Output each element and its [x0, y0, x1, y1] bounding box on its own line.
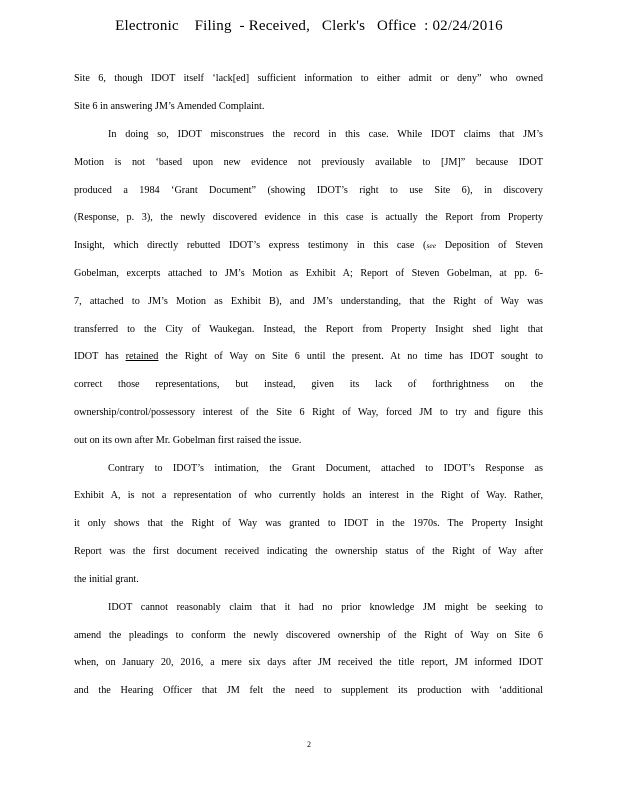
- text-line: Report was the first document received indicating the ownership status of the Right of Way after: [74, 546, 543, 557]
- text-line: transferred to the City of Waukegan. Instead, the Report from Property Insight shed light that: [74, 324, 543, 335]
- text-line: Site 6, though IDOT itself ‘lack[ed] sufficient information to either admit or deny” who owned: [74, 73, 543, 84]
- see-signal-italic: see: [426, 241, 437, 250]
- text-line: amend the pleadings to conform the newly discovered ownership of the Right of Way on Site 6: [74, 630, 543, 641]
- filing-stamp-header: Electronic Filing - Received, Clerk's Office : 02/24/2016: [115, 18, 503, 34]
- retained-underlined: retained: [125, 351, 159, 362]
- text-line: IDOT cannot reasonably claim that it had no prior knowledge JM might be seeking to: [108, 602, 543, 613]
- text-line: In doing so, IDOT misconstrues the record in this case. While IDOT claims that JM’s: [108, 129, 543, 140]
- text-line: Contrary to IDOT’s intimation, the Grant Document, attached to IDOT’s Response as: [108, 463, 543, 474]
- text-segment: IDOT has: [74, 351, 126, 362]
- text-line: Motion is not ‘based upon new evidence not previously available to [JM]” because IDOT: [74, 157, 543, 168]
- text-line: produced a 1984 ‘Grant Document” (showing IDOT’s right to use Site 6), in discovery: [74, 185, 543, 196]
- text-line: 7, attached to JM’s Motion as Exhibit B), and JM’s understanding, that the Right of Way was: [74, 296, 543, 307]
- text-line: Gobelman, excerpts attached to JM’s Motion as Exhibit A; Report of Steven Gobelman, at pp. 6-: [74, 268, 543, 279]
- text-line: ownership/control/possessory interest of the Site 6 Right of Way, forced JM to try and figure this: [74, 407, 543, 418]
- text-line: Exhibit A, is not a representation of who currently holds an interest in the Right of Way. Rather,: [74, 490, 543, 501]
- text-line: the initial grant.: [74, 574, 139, 585]
- page-number: 2: [307, 740, 311, 749]
- text-line: it only shows that the Right of Way was granted to IDOT in the 1970s. The Property Insight: [74, 518, 543, 529]
- text-line: and the Hearing Officer that JM felt the need to supplement its production with ‘additional: [74, 685, 543, 696]
- text-line: [74, 240, 543, 252]
- text-line: out on its own after Mr. Gobelman first raised the issue.: [74, 435, 302, 446]
- text-line: Site 6 in answering JM’s Amended Complaint.: [74, 101, 265, 112]
- text-segment: Insight, which directly rebutted IDOT’s express testimony in this case (: [74, 240, 427, 251]
- text-line: (Response, p. 3), the newly discovered evidence in this case is actually the Report from Property: [74, 212, 543, 223]
- text-line: correct those representations, but instead, given its lack of forthrightness on the: [74, 379, 543, 390]
- text-line: when, on January 20, 2016, a mere six days after JM received the title report, JM informed IDOT: [74, 657, 543, 668]
- text-segment: the Right of Way on Site 6 until the present. At no time has IDOT sought to: [158, 351, 543, 362]
- text-line: [74, 351, 543, 363]
- text-segment: Deposition of Steven: [436, 240, 543, 251]
